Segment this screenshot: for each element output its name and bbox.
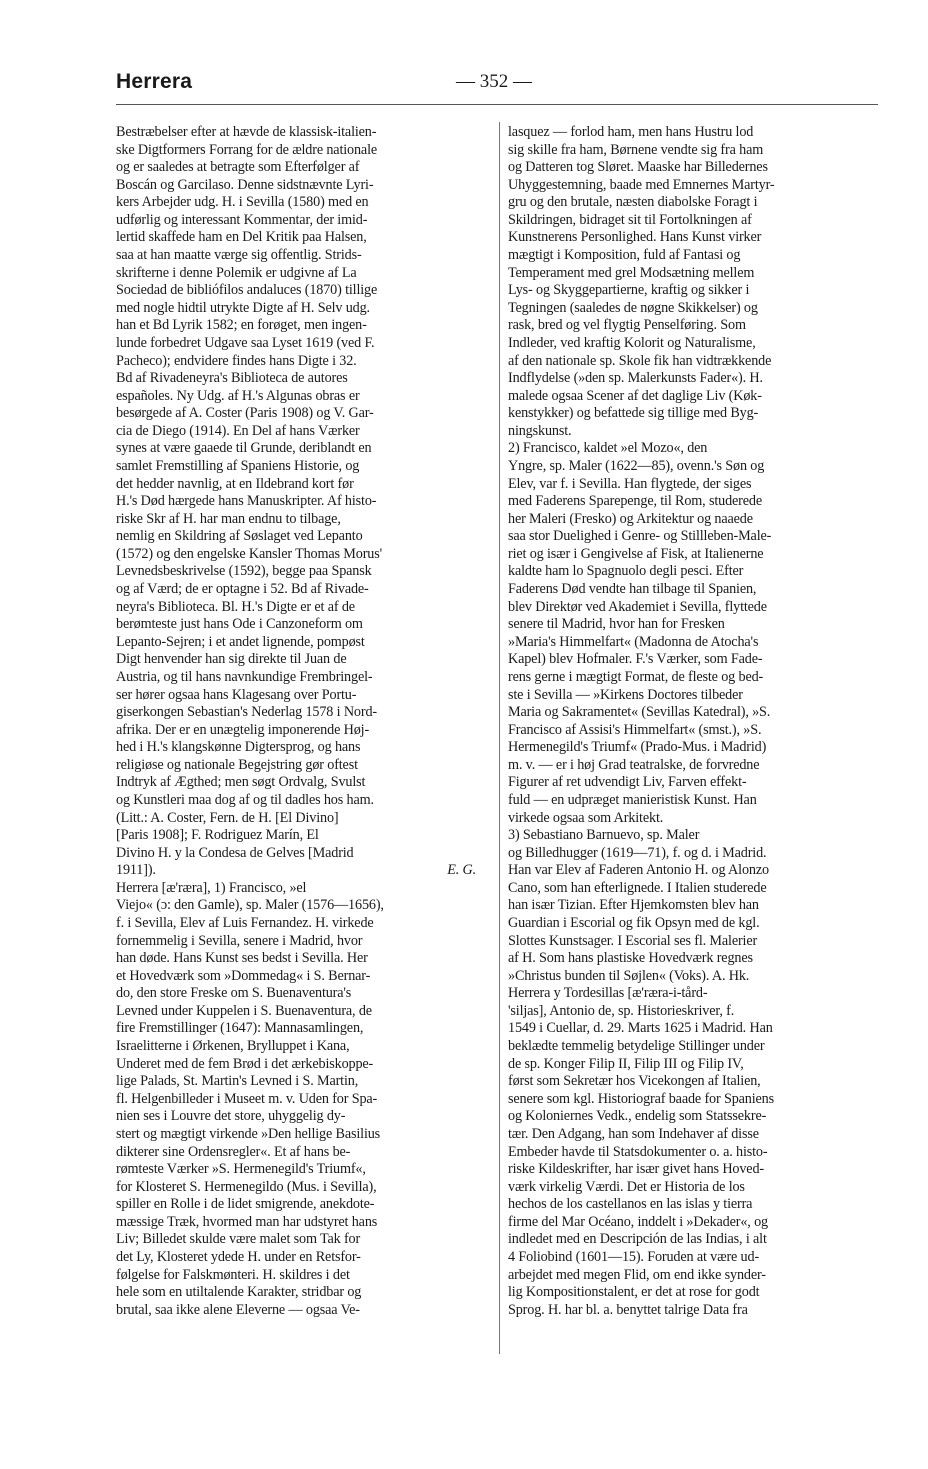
text-line: gru og den brutale, næsten diabolske Foragt i <box>508 194 758 211</box>
text-line: españoles. Ny Udg. af H.'s Algunas obras er <box>116 387 360 404</box>
text-line: Israelitterne i Ørkenen, Brylluppet i Kana, <box>116 1038 350 1055</box>
text-line: Kapel) blev Hofmaler. F.'s Værker, som Fade- <box>508 651 763 668</box>
text-line: rømteste Værker »S. Hermenegild's Triumf«, <box>116 1161 366 1178</box>
text-line: arbejdet med megen Flid, om end ikke synder- <box>508 1266 766 1283</box>
text-line: Figurer af ret udvendigt Liv, Farven effekt- <box>508 774 747 791</box>
text-line: ste i Sevilla — »Kirkens Doctores tilbeder <box>508 686 743 703</box>
text-line: han døde. Hans Kunst ses bedst i Sevilla. Her <box>116 950 368 967</box>
text-line: han især Tizian. Efter Hjemkomsten blev han <box>508 897 759 914</box>
text-line: synes at være gaaede til Grunde, deriblandt en <box>116 440 372 457</box>
text-line: fuld — en udpræget manieristisk Kunst. Han <box>508 791 757 808</box>
text-line: og Datteren tog Sløret. Maaske har Billedernes <box>508 159 768 176</box>
text-line: f. i Sevilla, Elev af Luis Fernandez. H. virkede <box>116 915 374 932</box>
text-line: Lepanto-Sejren; i et andet lignende, pompøst <box>116 633 365 650</box>
text-line: Tegningen (saaledes de nøgne Skikkelser) og <box>508 299 758 316</box>
text-line: og af Værd; de er optagne i 52. Bd af Rivade- <box>116 581 369 598</box>
text-line: do, den store Freske om S. Buenaventura's <box>116 985 352 1002</box>
text-line: Sprog. H. har bl. a. benyttet talrige Data fra <box>508 1301 748 1318</box>
text-line: følgelse for Falskmønteri. H. skildres i det <box>116 1266 350 1283</box>
text-line: Indleder, ved kraftig Kolorit og Naturalisme, <box>508 334 756 351</box>
text-line: virkede ogsaa som Arkitekt. <box>508 809 664 826</box>
text-line: hed i H.'s klangskønne Digtersprog, og hans <box>116 739 361 756</box>
text-line: Bestræbelser efter at hævde de klassisk-italien- <box>116 124 377 140</box>
text-line: det Ly, Klosteret ydede H. under en Retsfor- <box>116 1249 361 1265</box>
text-line: Herrera [æ'ræra], 1) Francisco, »el <box>116 879 307 896</box>
text-line: Han var Elev af Faderen Antonio H. og Alonzo <box>508 862 769 879</box>
text-line: lig Kompositionstalent, er det at rose for godt <box>508 1284 760 1301</box>
text-line: 4 Foliobind (1601—15). Foruden at være ud- <box>508 1249 760 1265</box>
text-line: saa stor Duelighed i Genre- og Stillleben-Male- <box>508 528 772 545</box>
text-line: og er saaledes at betragte som Efterfølger af <box>116 159 360 176</box>
text-line: Cano, som han efterlignede. I Italien studerede <box>508 879 767 896</box>
text-line: Levned under Kuppelen i S. Buenaventura, de <box>116 1002 372 1019</box>
text-line: først som Sekretær hos Vicekongen af Italien, <box>508 1073 761 1090</box>
text-line: senere som kgl. Historiograf baade for Spaniens <box>508 1090 774 1107</box>
left-column <box>116 124 490 1319</box>
text-line: Skildringen, bidraget sit til Fortolkningen af <box>508 211 752 228</box>
text-line: Guardian i Escorial og fik Opsyn med de kgl. <box>508 915 760 932</box>
text-line: Liv; Billedet skulde være malet som Tak for <box>116 1231 361 1248</box>
text-line: lertid skaffede ham en Del Kritik paa Halsen, <box>116 229 367 246</box>
text-line: Bd af Rivadeneyra's Biblioteca de autores <box>116 370 348 387</box>
text-line: sig skille fra ham, Børnene vendte sig fra ham <box>508 141 764 158</box>
text-line: neyra's Biblioteca. Bl. H.'s Digte er et af de <box>116 598 355 615</box>
text-line: med Faderens Sparepenge, til Rom, studerede <box>508 493 762 510</box>
text-line: 3) Sebastiano Barnuevo, sp. Maler <box>508 827 700 844</box>
text-line: Kunstnerens Personlighed. Hans Kunst virker <box>508 229 762 246</box>
text-line: skrifterne i denne Polemik er udgivne af La <box>116 264 357 281</box>
text-line: for Klosteret S. Hermenegildo (Mus. i Sevilla), <box>116 1178 377 1195</box>
running-head-title: Herrera <box>116 70 193 93</box>
text-line: Sociedad de bibliófilos andaluces (1870) tillige <box>116 282 378 299</box>
text-line: Pacheco); endvidere findes hans Digte i 32. <box>116 352 357 369</box>
text-line: m. v. — er i høj Grad teatralske, de forvredne <box>508 756 760 773</box>
text-line: religiøse og nationale Begejstring gør oftest <box>116 756 358 773</box>
text-line: 1549 i Cuellar, d. 29. Marts 1625 i Madrid. Han <box>508 1020 773 1037</box>
text-line: saa at han maatte værge sig offentlig. Strids- <box>116 247 362 264</box>
text-line: Francisco af Assisi's Himmelfart« (smst.), »S. <box>508 721 762 738</box>
header-rule <box>116 104 878 105</box>
text-line: ser hører ogsaa hans Klagesang over Portu- <box>116 686 357 703</box>
text-line: Indtryk af Ægthed; men søgt Ordvalg, Svulst <box>116 774 366 791</box>
page-number: — 352 — <box>456 71 532 92</box>
text-line: kaldte ham lo Spagnuolo degli pesci. Efter <box>508 563 744 580</box>
text-line: Faderens Død vendte han tilbage til Spanien, <box>508 581 757 598</box>
text-line: senere til Madrid, hvor han for Fresken <box>508 616 725 633</box>
text-line: Boscán og Garcilaso. Denne sidstnævnte Lyri- <box>116 176 374 193</box>
text-line: hele som en utiltalende Karakter, stridbar og <box>116 1284 362 1301</box>
text-line: Austria, og til hans navnkundige Frembringel- <box>116 668 373 685</box>
text-line: riet og især i Gengivelse af Fisk, at Italienerne <box>508 545 764 562</box>
text-line: hechos de los castellanos en las islas y tierra <box>508 1196 753 1213</box>
text-line: Embeder havde til Statsdokumenter o. a. histo- <box>508 1143 768 1160</box>
column-divider <box>499 122 500 1354</box>
text-line: lunde forbedret Udgave saa Lyset 1619 (ved F. <box>116 334 375 351</box>
text-line: fl. Helgenbilleder i Museet m. v. Uden for Spa- <box>116 1090 378 1107</box>
text-line: H.'s Død hærgede hans Manuskripter. Af histo- <box>116 493 377 510</box>
text-line: kers Arbejder udg. H. i Sevilla (1580) med en <box>116 194 369 211</box>
page-header <box>116 70 878 98</box>
text-line: Yngre, sp. Maler (1622—85), ovenn.'s Søn og <box>508 457 765 474</box>
text-line: mæssige Træk, hvormed man har udstyret hans <box>116 1213 378 1230</box>
text-line: af H. Som hans plastiske Hovedværk regnes <box>508 950 753 967</box>
text-line: Herrera y Tordesillas [æ'ræra-i-tård- <box>508 985 708 1002</box>
text-line: »Christus bunden til Søjlen« (Voks). A. Hk. <box>508 967 750 984</box>
text-line: Digt henvender han sig direkte til Juan de <box>116 651 347 668</box>
text-line: Indflydelse (»den sp. Malerkunsts Fader«). H. <box>508 370 763 387</box>
right-column <box>508 124 878 1319</box>
text-line: (1572) og den engelske Kansler Thomas Morus' <box>116 545 382 562</box>
text-line: de sp. Konger Filip II, Filip III og Filip IV, <box>508 1055 744 1072</box>
text-line: her Maleri (Fresko) og Arkitektur og naaede <box>508 510 753 527</box>
text-line: Divino H. y la Condesa de Gelves [Madrid <box>116 844 354 861</box>
text-line: lige Palads, St. Martin's Levned i S. Martin, <box>116 1073 359 1090</box>
text-line: »Maria's Himmelfart« (Madonna de Atocha's <box>508 633 759 650</box>
text-line: Maria og Sakramentet« (Sevillas Katedral), »S. <box>508 704 771 721</box>
text-line: kenstykker) og befattede sig tillige med Byg- <box>508 405 759 422</box>
text-line: indledet med en Descripción de las Indias, i alt <box>508 1231 767 1248</box>
text-line: af den nationale sp. Skole fik han vidtrækkende <box>508 352 772 369</box>
text-line: et Hovedværk som »Dommedag« i S. Bernar- <box>116 967 371 984</box>
text-line: udførlig og interessant Kommentar, der imid- <box>116 211 368 228</box>
text-line: mægtigt i Komposition, fuld af Fantasi og <box>508 247 741 264</box>
text-line: malede ogsaa Scener af det daglige Liv (Køk- <box>508 387 762 404</box>
text-line: og Koloniernes Vedk., endelig som Statssekre- <box>508 1108 767 1125</box>
text-line: lasquez — forlod ham, men hans Hustru lod <box>508 124 754 140</box>
text-line: 'siljas], Antonio de, sp. Historieskriver, f. <box>508 1002 735 1019</box>
text-line: beklædte temmelig betydelige Stillinger under <box>508 1038 765 1055</box>
text-line: firme del Mar Océano, inddelt i »Dekader«, og <box>508 1213 768 1230</box>
text-line: afrika. Der er en unægtelig imponerende Høj- <box>116 721 370 738</box>
text-line: 2) Francisco, kaldet »el Mozo«, den <box>508 440 708 457</box>
text-line: berømteste just hans Ode i Canzoneform om <box>116 616 363 633</box>
text-line: spiller en Rolle i de lidet smigrende, anekdote- <box>116 1196 375 1213</box>
text-line: blev Direktør ved Akademiet i Sevilla, flyttede <box>508 598 767 615</box>
text-line: 1911]). E. G. <box>116 862 476 879</box>
text-line: rask, bred og vel flygtig Penselføring. Som <box>508 317 746 334</box>
text-line: brutal, saa ikke alene Eleverne — ogsaa Ve- <box>116 1301 360 1318</box>
text-line: og Billedhugger (1619—71), f. og d. i Madrid. <box>508 844 767 861</box>
text-line: (Litt.: A. Coster, Fern. de H. [El Divino] <box>116 809 339 826</box>
text-line: Temperament med grel Modsætning mellem <box>508 264 755 281</box>
text-line: nien ses i Louvre det store, uhyggelig dy- <box>116 1108 346 1125</box>
text-line: nemlig en Skildring af Søslaget ved Lepanto <box>116 528 363 545</box>
text-line: [Paris 1908]; F. Rodriguez Marín, El <box>116 827 319 844</box>
text-line: det hedder navnlig, at en Ildebrand kort før <box>116 475 354 492</box>
text-line: cia de Diego (1914). En Del af hans Værker <box>116 422 360 439</box>
text-line: fornemmelig i Sevilla, senere i Madrid, hvor <box>116 932 363 949</box>
text-line: dikterer sine Ordensregler«. Et af hans be- <box>116 1143 351 1160</box>
text-line: fire Fremstillinger (1647): Mannasamlingen, <box>116 1020 364 1037</box>
text-line: Lys- og Skyggepartierne, kraftig og sikker i <box>508 282 750 299</box>
text-line: Levnedsbeskrivelse (1592), begge paa Spansk <box>116 563 372 580</box>
author-signature: E. G. <box>447 862 476 879</box>
text-line: med nogle hidtil utrykte Digte af H. Selv udg. <box>116 299 370 316</box>
text-line: riske Kildeskrifter, har især givet hans Hoved- <box>508 1161 764 1178</box>
text-line: riske Skr af H. har man endnu to tilbage, <box>116 510 341 527</box>
text-line: ningskunst. <box>508 422 572 439</box>
text-line: rens gerne i mægtigt Format, de fleste og bed- <box>508 668 764 685</box>
text-line: giserkongen Sebastian's Nederlag 1578 i Nord- <box>116 704 377 721</box>
text-line: Uhyggestemning, baade med Emnernes Martyr- <box>508 176 775 193</box>
text-line: besørgede af A. Coster (Paris 1908) og V. Gar- <box>116 405 374 422</box>
text-line: samlet Fremstilling af Spaniens Historie, og <box>116 457 360 474</box>
text-line: stert og mægtigt virkende »Den hellige Basilius <box>116 1125 381 1142</box>
text-line: ske Digtformers Forrang for de ældre nationale <box>116 141 378 158</box>
text-line: Elev, var f. i Sevilla. Han flygtede, der siges <box>508 475 752 492</box>
text-line: værk virkelig Værdi. Det er Historia de los <box>508 1178 745 1195</box>
text-line: Hermenegild's Triumf« (Prado-Mus. i Madrid) <box>508 739 767 756</box>
text-line: tær. Den Adgang, han som Indehaver af disse <box>508 1125 759 1142</box>
text-line: og Kunstleri maa dog af og til dadles hos ham. <box>116 791 374 808</box>
text-line: Underet med de fem Brød i det ærkebiskoppe- <box>116 1055 374 1072</box>
text-line: Slottes Kunstsager. I Escorial ses fl. Malerier <box>508 932 758 949</box>
text-line: Viejo« (ɔ: den Gamle), sp. Maler (1576—1656), <box>116 897 384 914</box>
text-line: han et Bd Lyrik 1582; en forøget, men ingen- <box>116 317 367 334</box>
